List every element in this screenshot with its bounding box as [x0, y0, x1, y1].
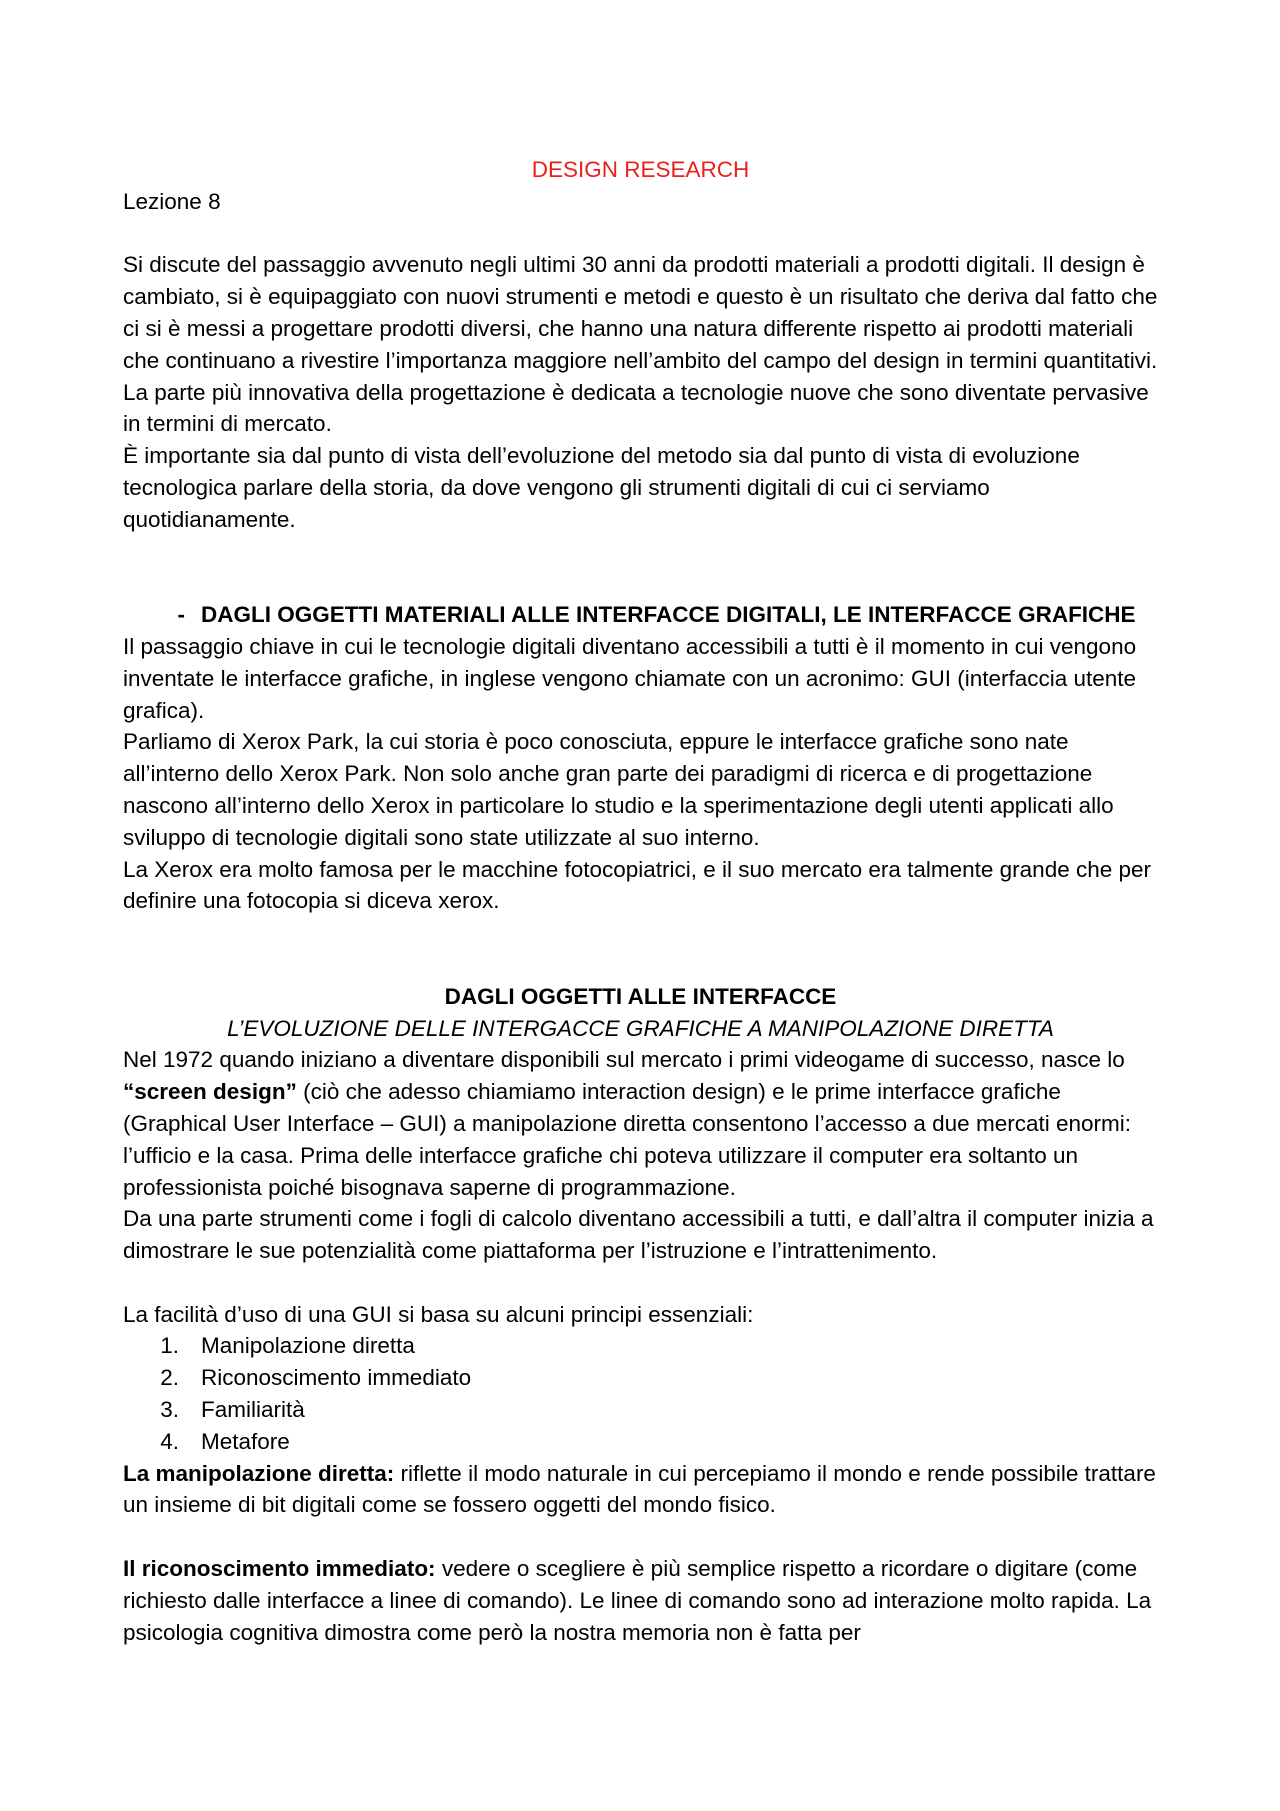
- list-number: 4.: [160, 1428, 179, 1454]
- list-number: 3.: [160, 1397, 179, 1423]
- spacer: [123, 917, 1158, 949]
- section1-paragraph-1: Il passaggio chiave in cui le tecnologie digitali diventano accessibili a tutti è il momento in cui vengono inventate le interfacce grafiche, in inglese vengono chiamate con un acronimo: GUI (interfaccia utente grafica).: [123, 633, 1137, 723]
- section1-paragraph-2: Parliamo di Xerox Park, la cui storia è poco conosciuta, eppure le interfacce grafiche sono nate all’interno dello Xerox Park. Non solo anche gran parte dei paradigmi di ricerca e di progettazione nascono all’interno dello Xerox in particolare lo studio e la sperimentazione degli utenti applicati allo sviluppo di tecnologie digitali sono state utilizzate al suo interno.: [123, 729, 1114, 850]
- list-text: Manipolazione diretta: [201, 1333, 415, 1359]
- section1-paragraph-3: La Xerox era molto famosa per le macchine fotocopiatrici, e il suo mercato era talmente grande che per definire una fotocopia si diceva xerox.: [123, 856, 1152, 914]
- direct-manipulation-label: La manipolazione diretta:: [123, 1460, 395, 1486]
- principles-intro: La facilità d’uso di una GUI si basa su alcuni principi essenziali:: [123, 1301, 754, 1327]
- spacer: [123, 949, 1158, 981]
- list-text: Riconoscimento immediato: [201, 1365, 472, 1391]
- spacer: [123, 567, 1158, 599]
- direct-manipulation-paragraph: [123, 1458, 1158, 1522]
- p1-text-after: (ciò che adesso chiamiamo interaction design) e le prime interfacce grafiche (Graphical User Interface – GUI) a manipolazione diretta consentono l’accesso a due mercati enormi: l’ufficio e la casa. Prima delle interfacce grafiche chi poteva utilizzare il computer era soltanto un professionista poiché bisognava saperne di programmazione.: [123, 1079, 1131, 1200]
- lesson-label: Lezione 8: [123, 188, 221, 214]
- section2-paragraph-1: [123, 1044, 1158, 1203]
- document-title: DESIGN RESEARCH: [531, 157, 750, 182]
- list-number: 2.: [160, 1365, 179, 1391]
- spacer: [123, 536, 1158, 568]
- bullet-dash: -: [177, 602, 185, 628]
- p1-text-before: Nel 1972 quando iniziano a diventare disponibili sul mercato i primi videogame di successo, nasce lo: [123, 1047, 1125, 1073]
- section-heading-materials-to-digital: [123, 599, 1158, 631]
- direct-manipulation-text: riflette il modo naturale in cui percepiamo il mondo e rende possibile trattare un insieme di bit digitali come se fossero oggetti del mondo fisico.: [123, 1460, 1156, 1518]
- list-item: [123, 1426, 1158, 1458]
- section2-heading: DAGLI OGGETTI ALLE INTERFACCE: [444, 983, 837, 1009]
- list-text: Familiarità: [201, 1397, 305, 1423]
- spacer: [123, 1521, 1158, 1553]
- principles-list: [123, 1330, 1158, 1457]
- p1-bold-term: “screen design”: [123, 1079, 297, 1105]
- list-item: [123, 1330, 1158, 1362]
- list-item: [123, 1394, 1158, 1426]
- spacer: [123, 1267, 1158, 1299]
- section-heading-text: DAGLI OGGETTI MATERIALI ALLE INTERFACCE DIGITALI, LE INTERFACCE GRAFICHE: [201, 602, 1136, 628]
- section2-subheading: L’EVOLUZIONE DELLE INTERGACCE GRAFICHE A MANIPOLAZIONE DIRETTA: [227, 1015, 1054, 1041]
- intro-paragraph-1: Si discute del passaggio avvenuto negli ultimi 30 anni da prodotti materiali a prodotti digitali. Il design è cambiato, si è equipaggiato con nuovi strumenti e metodi e questo è un risultato che deriva dal fatto che ci si è messi a progettare prodotti diversi, che hanno una natura differente rispetto ai prodotti materiali che continuano a rivestire l’importanza maggiore nell’ambito del campo del design in termini quantitativi. La parte più innovativa della progettazione è dedicata a tecnologie nuove che sono diventate pervasive in termini di mercato.: [123, 252, 1158, 437]
- immediate-recognition-label: Il riconoscimento immediato:: [123, 1556, 436, 1582]
- list-number: 1.: [160, 1333, 179, 1359]
- document-body: [123, 154, 1158, 1648]
- immediate-recognition-paragraph: [123, 1553, 1158, 1648]
- list-item: [123, 1362, 1158, 1394]
- list-text: Metafore: [201, 1428, 290, 1454]
- intro-paragraph-2: È importante sia dal punto di vista dell’evoluzione del metodo sia dal punto di vista di evoluzione tecnologica parlare della storia, da dove vengono gli strumenti digitali di cui ci serviamo quotidianamente.: [123, 443, 1080, 532]
- immediate-recognition-text: vedere o scegliere è più semplice rispetto a ricordare o digitare (come richiesto dalle interfacce a linee di comando). Le linee di comando sono ad interazione molto rapida. La psicologia cognitiva dimostra come però la nostra memoria non è fatta per: [123, 1556, 1152, 1645]
- section2-paragraph-2: Da una parte strumenti come i fogli di calcolo diventano accessibili a tutti, e dall’altra il computer inizia a dimostrare le sue potenzialità come piattaforma per l’istruzione e l’intrattenimento.: [123, 1206, 1154, 1264]
- spacer: [123, 218, 1158, 250]
